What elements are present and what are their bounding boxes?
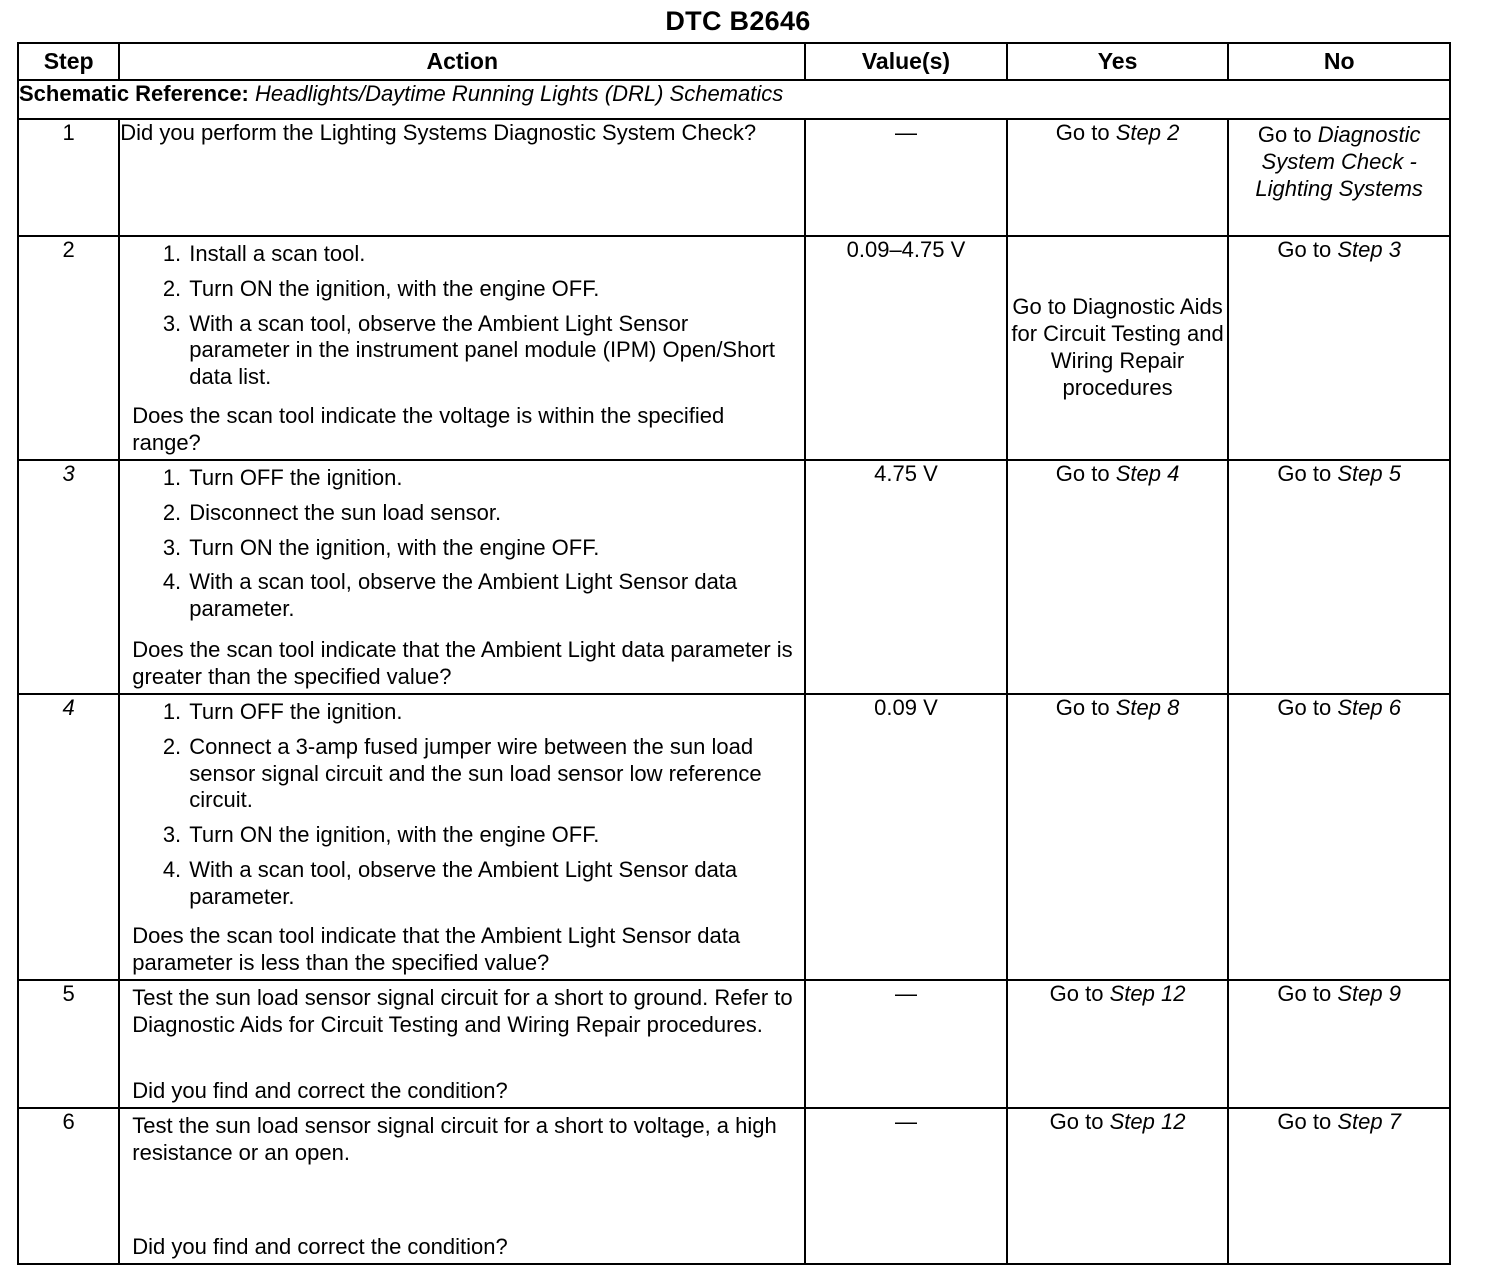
no-goto-prefix: Go to	[1257, 122, 1318, 147]
action-step-item: 2. Turn ON the ignition, with the engine OFF.	[187, 276, 794, 303]
action-instruction: Test the sun load sensor signal circuit for a short to ground. Refer to Diagnostic Aids for Circuit Testing and Wiring Repair procedures.	[132, 985, 793, 1037]
schematic-reference-label: Schematic Reference:	[19, 81, 249, 106]
step-number: 3	[18, 460, 119, 694]
step-number: 4	[18, 694, 119, 980]
value-cell: 0.09–4.75 V	[805, 236, 1007, 460]
no-cell	[1228, 119, 1450, 236]
value-cell: —	[805, 980, 1007, 1108]
header-no: No	[1228, 43, 1450, 80]
value-cell: 0.09 V	[805, 694, 1007, 980]
yes-cell	[1007, 1108, 1229, 1264]
action-step-item: 2. Connect a 3-amp fused jumper wire between the sun load sensor signal circuit and the sun load sensor low reference circuit.	[187, 734, 794, 814]
action-question: Does the scan tool indicate that the Ambient Light Sensor data parameter is less than the specified value?	[132, 923, 741, 976]
action-question: Did you find and correct the condition?	[132, 1078, 508, 1104]
yes-cell	[1007, 694, 1229, 980]
action-step-item: 1. Turn OFF the ignition.	[187, 699, 794, 726]
no-goto-link: Step 5	[1337, 461, 1401, 486]
no-goto-link: Diagnostic System Check - Lighting Systems	[1255, 122, 1423, 201]
yes-goto-link: Step 12	[1109, 981, 1186, 1006]
action-question: Did you find and correct the condition?	[132, 1234, 508, 1260]
step-number: 5	[18, 980, 119, 1108]
yes-cell	[1007, 119, 1229, 236]
step-number: 6	[18, 1108, 119, 1264]
header-values: Value(s)	[805, 43, 1007, 80]
diagnostic-table	[17, 42, 1451, 1265]
schematic-reference	[18, 80, 1450, 119]
yes-goto-link: Step 2	[1115, 120, 1180, 145]
page-title: DTC B2646	[665, 6, 811, 36]
table-row-step-1	[18, 119, 1450, 236]
action-cell	[119, 980, 805, 1108]
header-row	[18, 43, 1450, 80]
no-goto-prefix: Go to	[1277, 981, 1338, 1006]
no-goto-prefix: Go to	[1277, 237, 1338, 262]
no-cell	[1228, 980, 1450, 1108]
schematic-reference-row	[18, 80, 1450, 119]
yes-goto-prefix: Go to	[1055, 461, 1116, 486]
schematic-reference-text: Headlights/Daytime Running Lights (DRL) Schematics	[255, 81, 784, 106]
yes-goto-link: Step 12	[1109, 1109, 1186, 1134]
yes-goto-link: Step 4	[1115, 461, 1180, 486]
no-goto-prefix: Go to	[1277, 1109, 1338, 1134]
value-cell: —	[805, 1108, 1007, 1264]
action-steps-list	[132, 465, 794, 627]
step-number: 1	[18, 119, 119, 236]
action-cell	[119, 1108, 805, 1264]
action-instruction: Test the sun load sensor signal circuit for a short to voltage, a high resistance or an open.	[132, 1113, 777, 1165]
action-question: Does the scan tool indicate that the Ambient Light data parameter is greater than the specified value?	[132, 637, 793, 690]
yes-cell: Go to Diagnostic Aids for Circuit Testing and Wiring Repair procedures	[1007, 236, 1229, 460]
action-step-item: 3. Turn ON the ignition, with the engine OFF.	[187, 822, 794, 849]
table-row-step-4	[18, 694, 1450, 980]
action-question: Did you perform the Lighting Systems Diagnostic System Check?	[120, 120, 757, 145]
table-row-step-5	[18, 980, 1450, 1108]
yes-cell	[1007, 980, 1229, 1108]
no-goto-prefix: Go to	[1277, 695, 1338, 720]
yes-goto-prefix: Go to	[1049, 1109, 1110, 1134]
no-cell	[1228, 236, 1450, 460]
action-steps-list	[132, 699, 794, 915]
action-step-item: 4. With a scan tool, observe the Ambient Light Sensor data parameter.	[187, 569, 794, 623]
action-step-item: 4. With a scan tool, observe the Ambient Light Sensor data parameter.	[187, 857, 794, 911]
header-yes: Yes	[1007, 43, 1229, 80]
no-goto-link: Step 7	[1337, 1109, 1401, 1134]
action-step-item: 1. Install a scan tool.	[187, 241, 794, 268]
action-question: Does the scan tool indicate the voltage is within the specified range?	[132, 403, 725, 456]
no-cell	[1228, 694, 1450, 980]
no-goto-link: Step 6	[1337, 695, 1401, 720]
yes-cell	[1007, 460, 1229, 694]
header-step: Step	[18, 43, 119, 80]
yes-goto-prefix: Go to	[1055, 120, 1116, 145]
yes-goto-prefix: Go to	[1049, 981, 1110, 1006]
action-step-item: 1. Turn OFF the ignition.	[187, 465, 794, 492]
action-cell	[119, 119, 805, 236]
table-row-step-6	[18, 1108, 1450, 1264]
action-cell	[119, 694, 805, 980]
action-step-item: 3. Turn ON the ignition, with the engine OFF.	[187, 535, 794, 562]
no-cell	[1228, 1108, 1450, 1264]
action-steps-list	[132, 241, 794, 395]
action-cell	[119, 236, 805, 460]
header-action: Action	[119, 43, 805, 80]
value-cell: —	[805, 119, 1007, 236]
table-row-step-3	[18, 460, 1450, 694]
yes-goto-link: Step 8	[1115, 695, 1180, 720]
action-cell	[119, 460, 805, 694]
action-step-item: 3. With a scan tool, observe the Ambient Light Sensor parameter in the instrument panel module (IPM) Open/Short data list.	[187, 311, 794, 391]
action-step-item: 2. Disconnect the sun load sensor.	[187, 500, 794, 527]
no-goto-prefix: Go to	[1277, 461, 1338, 486]
no-cell	[1228, 460, 1450, 694]
table-row-step-2	[18, 236, 1450, 460]
no-goto-link: Step 9	[1337, 981, 1401, 1006]
value-cell: 4.75 V	[805, 460, 1007, 694]
step-number: 2	[18, 236, 119, 460]
yes-goto-prefix: Go to	[1055, 695, 1116, 720]
no-goto-link: Step 3	[1337, 237, 1401, 262]
